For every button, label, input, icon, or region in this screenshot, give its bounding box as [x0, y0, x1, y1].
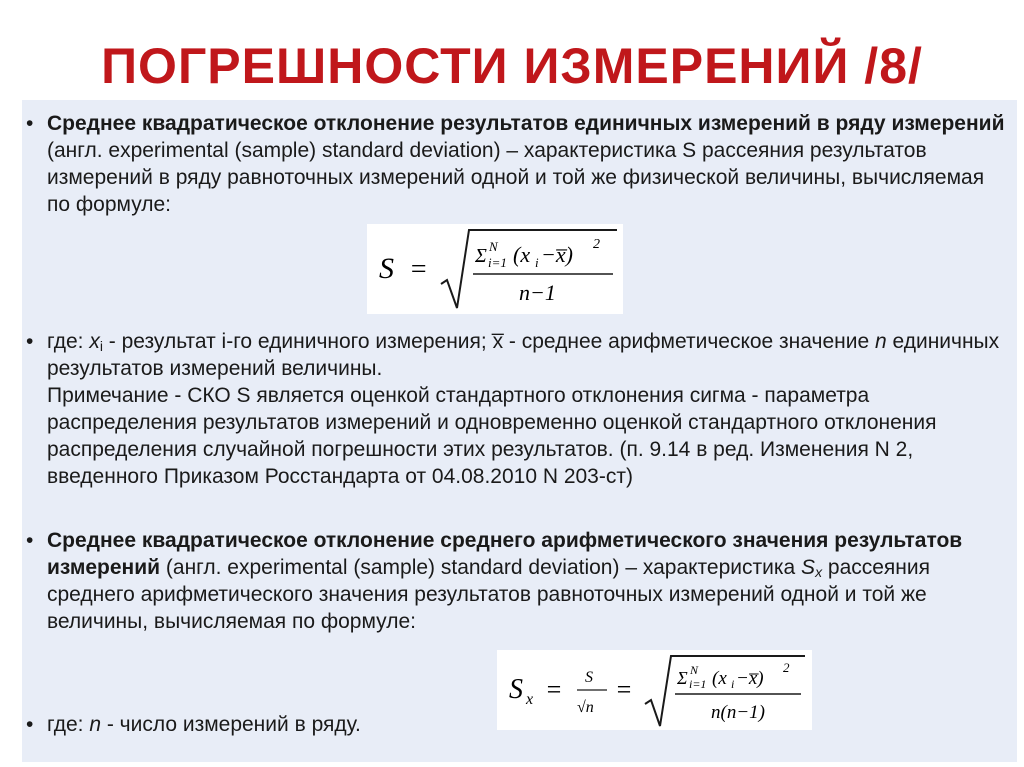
where-prefix: где: [47, 330, 90, 353]
denominator: n(n−1) [711, 702, 765, 723]
frac-numerator: S [585, 669, 593, 686]
formula-svg [367, 224, 623, 314]
term: (x [513, 242, 531, 267]
formula-equals: = [545, 675, 563, 704]
formula-lhs-sub: x [526, 691, 534, 708]
term-sub: i [731, 677, 735, 691]
sum-lower: i=1 [488, 255, 507, 270]
content-area [22, 100, 1017, 762]
formula-lhs: S [379, 252, 394, 285]
exponent: 2 [783, 660, 790, 675]
formula-std-deviation [367, 224, 623, 314]
definition-text-2: рассеяния среднего арифметического значения результатов равноточных измерений одной и той же величины, вычисляемая по формуле: [47, 556, 931, 633]
bullet-marker: • [26, 112, 34, 135]
slide-title: ПОГРЕШНОСТИ ИЗМЕРЕНИЙ /8/ [101, 38, 923, 94]
bullet-marker: • [26, 713, 34, 736]
var-s: S [801, 556, 816, 579]
frac-denominator: √n [577, 699, 594, 716]
where-prefix: где: [47, 713, 90, 736]
var-x: x [89, 330, 100, 353]
definition-text: (англ. experimental (sample) standard deviation) – характеристика S рассеяния результатов измерений в ряду равноточных измерений одной и той же физической величины, вычисляемая по формуле: [47, 139, 985, 216]
term-definition: Среднее квадратическое отклонение результатов единичных измерений в ряду измерений [47, 112, 1005, 135]
term: (x [712, 668, 727, 689]
note-text: Примечание - СКО S является оценкой стандартного отклонения сигма - параметра распределения результатов измерений и одновременно оценкой стандартного отклонения распределения случайной погрешности этих результатов. (п. 9.14 в ред. Изменения N 2, введенного Приказом Росстандарта от 04.08.2010 N 203-ст) [47, 384, 937, 488]
sub-x: x [815, 564, 823, 580]
explanation-1: - результат i-го единичного измерения; x̅ - среднее арифметическое значение [102, 330, 875, 353]
var-n: n [874, 330, 887, 353]
explanation-2: единичных результатов измерений величины. [47, 330, 1000, 380]
formula-equals-2: = [615, 675, 633, 704]
sum-upper: N [489, 239, 498, 254]
sum-symbol: Σ [677, 668, 688, 688]
explanation: - число измерений в ряду. [101, 713, 361, 736]
formula-equals: = [409, 254, 428, 285]
sum-symbol: Σ [475, 245, 487, 267]
sum-lower: i=1 [689, 677, 707, 691]
sum-upper: N [690, 663, 699, 677]
term-rest: −x̅) [736, 668, 764, 689]
formula-lhs: S [509, 674, 523, 705]
term-sub: i [535, 255, 539, 270]
term-rest: −x̅) [541, 242, 573, 267]
bullet-text [47, 328, 1009, 490]
bullet-marker: • [26, 529, 34, 552]
term-definition: Среднее квадратическое отклонение среднего арифметического значения результатов измерений [47, 529, 963, 579]
bullet-text [47, 711, 1009, 738]
exponent: 2 [593, 237, 600, 252]
sub-i: i [99, 338, 103, 354]
definition-text-1: (англ. experimental (sample) standard deviation) – характеристика [160, 556, 802, 579]
bullet-marker: • [26, 330, 34, 353]
denominator: n−1 [519, 280, 556, 305]
bullet-text [47, 527, 1009, 635]
var-n: n [89, 713, 102, 736]
bullet-text [47, 110, 1009, 218]
